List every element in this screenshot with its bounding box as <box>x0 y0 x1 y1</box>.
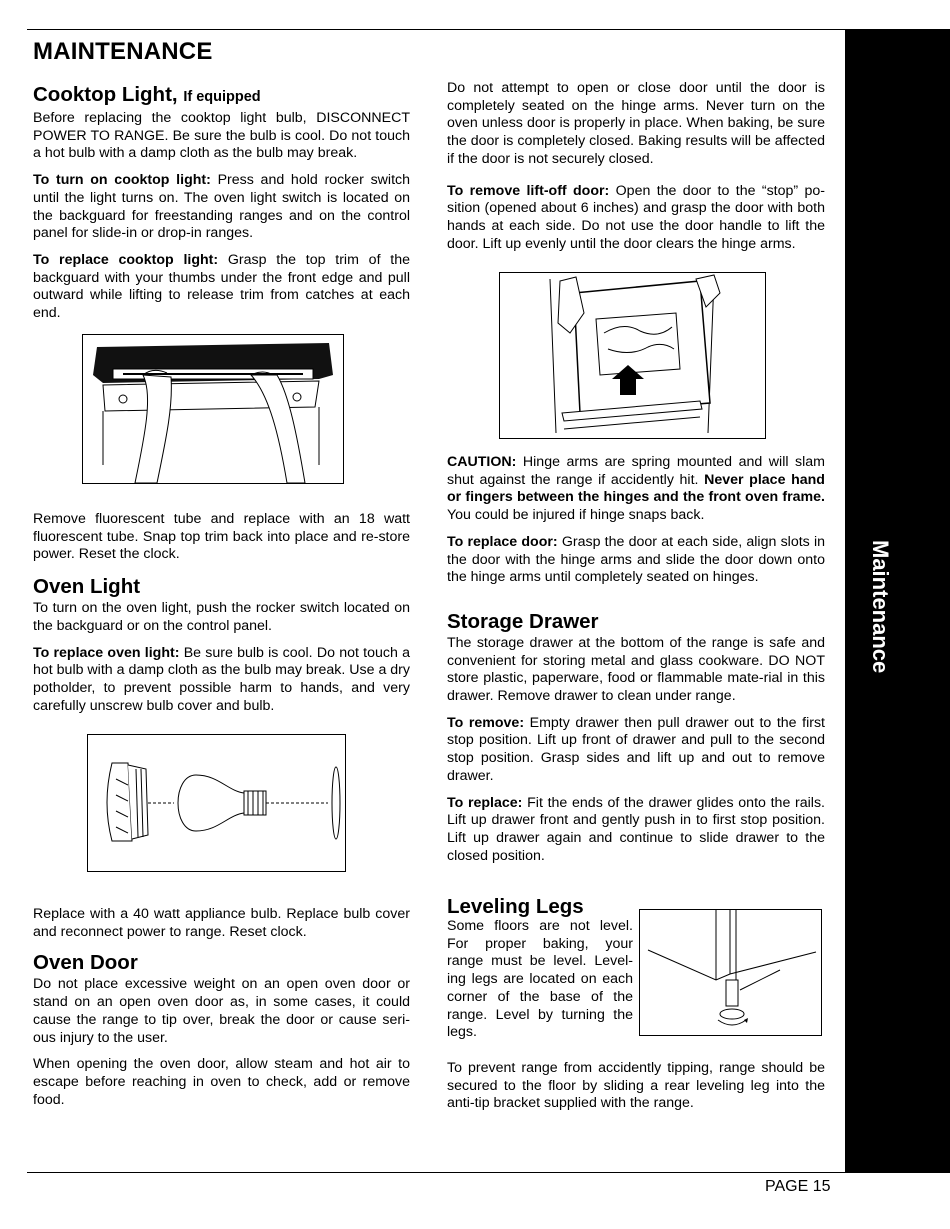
left-column-2 <box>33 511 410 724</box>
storage-drawer-heading: Storage Drawer <box>447 609 599 633</box>
storage-drawer-remove: To remove: Empty drawer then pull drawer out to the first stop position. Lift up front of drawer and pull to the second stop position. Grasp sides and lift up and out to remove drawer. <box>447 714 825 784</box>
oven-door-remove: To remove lift-off door: Open the door to the “stop” po-sition (opened about 6 inches) and grasp the door with both hands at each side. Do not use the door handle to lift the door. Lift up evenly until the door clears the hinge arms. <box>447 182 825 252</box>
left-column <box>33 82 410 332</box>
leveling-legs-heading: Leveling Legs <box>447 895 584 918</box>
right-column-2 <box>447 454 825 874</box>
oven-door-p3: Do not attempt to open or close door until the door is completely seated on the hinge arms. Never turn on the oven unless door is properly in place. When baking, be sure the door is completely closed. Baking results will be affected if the door is not securely closed. <box>447 80 825 167</box>
cooktop-replace: To replace cooktop light: Grasp the top trim of the backguard with your thumbs under the front edge and pull outward while lifting to release trim from catches at each end. <box>33 251 410 322</box>
cooktop-light-illustration <box>82 334 344 484</box>
page-title: MAINTENANCE <box>33 38 213 65</box>
oven-light-intro: To turn on the oven light, push the rocker switch located on the backguard or on the control panel. <box>33 600 410 634</box>
side-tab-label: Maintenance <box>868 540 893 674</box>
anti-tip-block <box>447 1060 825 1122</box>
oven-door-illustration <box>499 272 766 439</box>
oven-light-heading: Oven Light <box>33 575 141 599</box>
storage-drawer-intro: The storage drawer at the bottom of the range is safe and convenient for storing metal and glass cookware. DO NOT store plastic, paperware, food or flammable mate-rial in this drawer. Remove drawer to clean under range. <box>447 634 825 705</box>
oven-door-caution: CAUTION: Hinge arms are spring mounted and will slam shut against the range if accidently hit. Never place hand or fingers between the hinges and the front oven frame. You could be injured if hinge snaps back. <box>447 454 825 524</box>
page-number: PAGE 15 <box>765 1178 831 1195</box>
bottom-rule <box>27 1172 845 1173</box>
leveling-leg-illustration <box>639 909 822 1036</box>
oven-door-p2: When opening the oven door, allow steam and hot air to escape before reaching in oven to check, add or remove food. <box>33 1056 410 1108</box>
cooktop-light-after: Remove fluorescent tube and replace with an 18 watt fluorescent tube. Snap top trim back into place and re-store power. Reset the clock. <box>33 511 410 563</box>
oven-light-replace: To replace oven light: Be sure bulb is cool. Do not touch a hot bulb with a damp cloth as the bulb may break. Use a dry potholder, to prevent possible harm to hands, and very carefully unscrew bulb cover and bulb. <box>33 644 410 714</box>
oven-light-illustration <box>87 734 346 872</box>
oven-light-after: Replace with a 40 watt appliance bulb. Replace bulb cover and reconnect power to range. Reset clock. <box>33 906 410 940</box>
leveling-legs-block <box>447 896 633 1051</box>
cooktop-light-intro: Before replacing the cooktop light bulb, DISCONNECT POWER TO RANGE. Be sure the bulb is cool. Do not touch a hot bulb with a damp cloth as the bulb may break. <box>33 110 410 162</box>
top-rule <box>27 29 845 30</box>
oven-door-p1: Do not place excessive weight on an open oven door or stand on an open oven door as, in some cases, it could cause the range to tip over, break the door or cause seri-ous injury to the user. <box>33 976 410 1046</box>
cooktop-light-note: If equipped <box>183 89 261 105</box>
right-column <box>447 80 825 262</box>
anti-tip-text: To prevent range from accidently tipping, range should be secured to the floor by sliding a rear leveling leg into the anti-tip bracket supplied with the range. <box>447 1060 825 1112</box>
oven-door-replace: To replace door: Grasp the door at each side, align slots in the door with the hinge arms and slide the door down onto the hinge arms until completely seated on hinges. <box>447 533 825 586</box>
left-column-3 <box>33 906 410 1118</box>
storage-drawer-replace: To replace: Fit the ends of the drawer glides onto the rails. Lift up drawer front and gently push in to first stop position. Lift up drawer again and continue to slide drawer to the closed position. <box>447 794 825 864</box>
cooktop-light-heading: Cooktop Light, If equipped <box>33 83 261 106</box>
oven-door-heading: Oven Door <box>33 951 138 975</box>
leveling-legs-intro: Some floors are not level. For proper baking, your range must be level. Level-ing legs are located on each corner of the base of the range. Level by turning the legs. <box>447 918 633 1041</box>
cooktop-turn-on: To turn on cooktop light: Press and hold rocker switch until the light turns on. The oven light switch is located on the backguard for freestanding ranges and on the control panel for slide-in or drop-in ranges. <box>33 172 410 242</box>
